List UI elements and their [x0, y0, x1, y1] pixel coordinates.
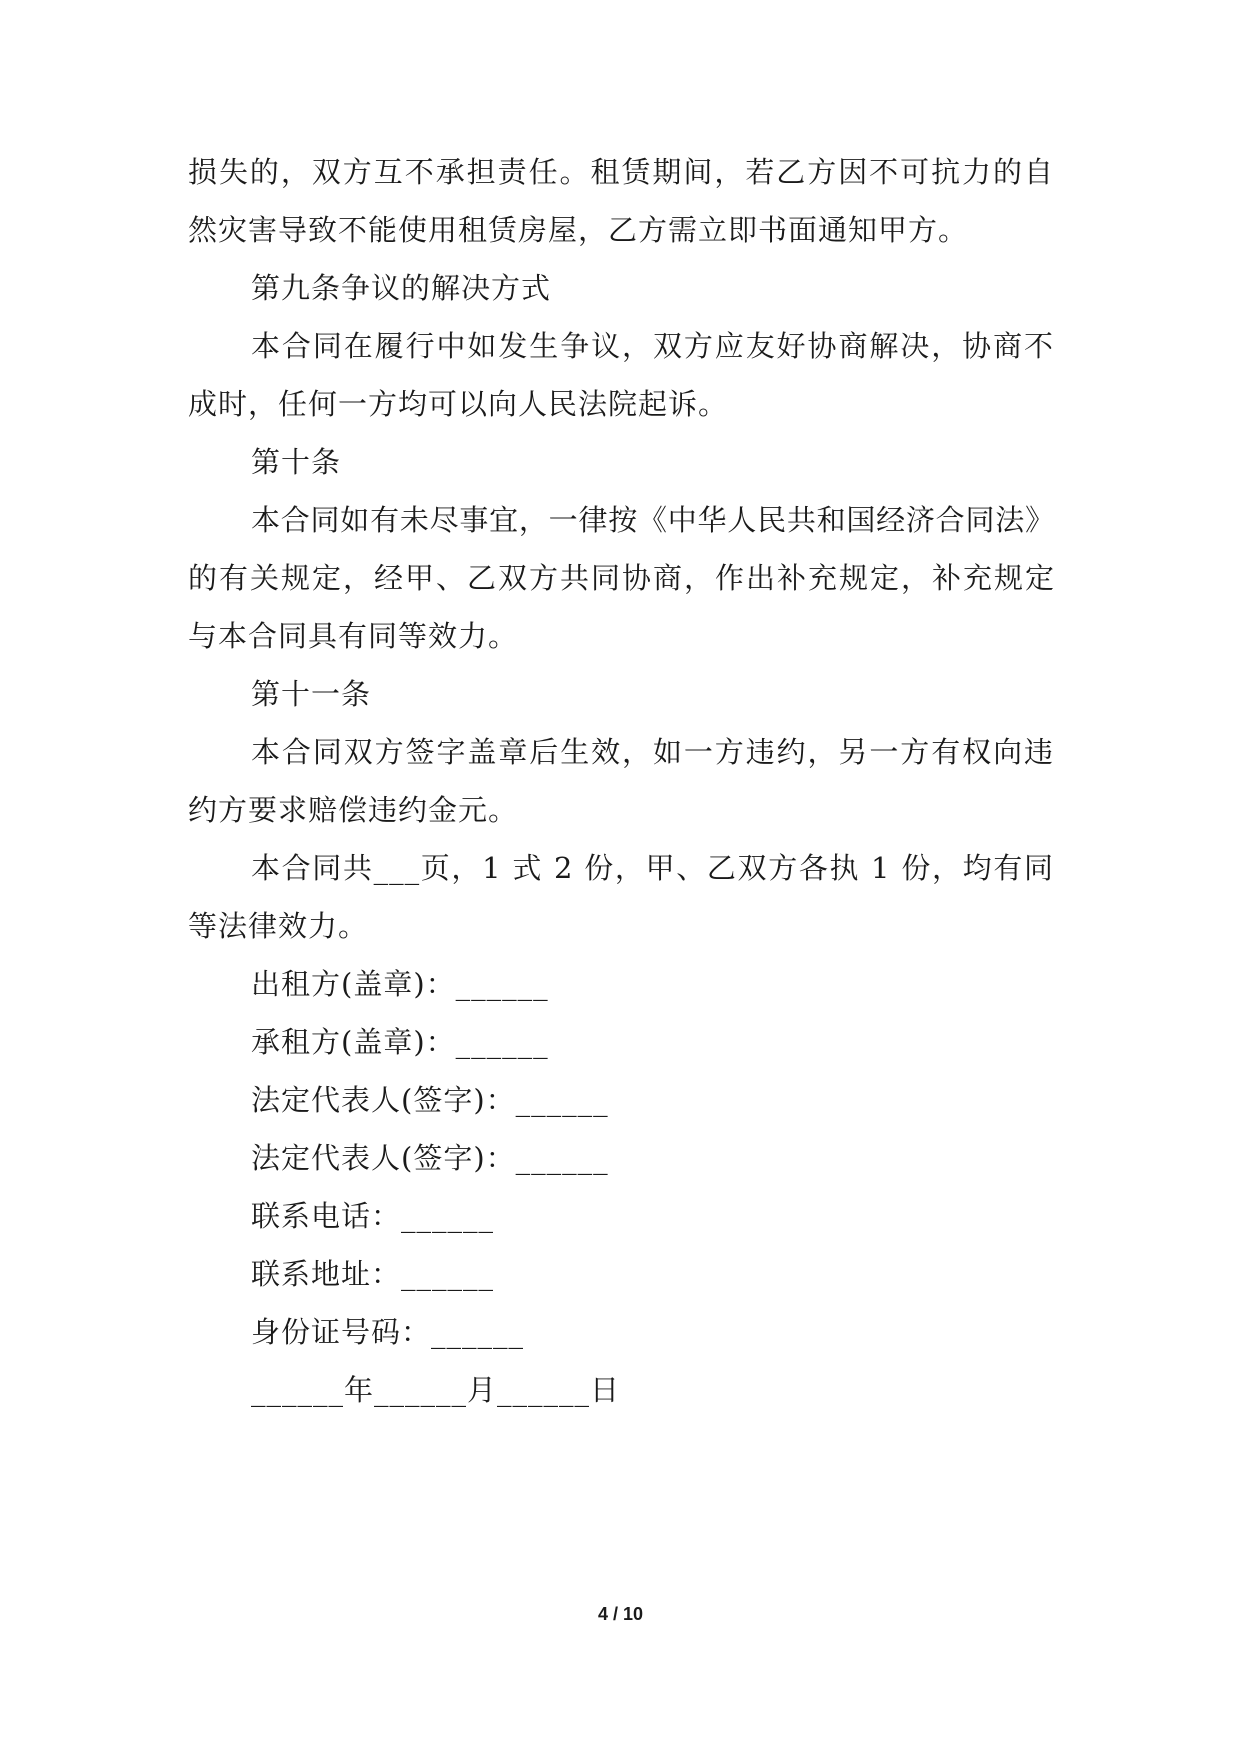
- paragraph-line: 约方要求赔偿违约金元。: [188, 793, 519, 827]
- paragraph-line: 然灾害导致不能使用租赁房屋，乙方需立即书面通知甲方。: [188, 213, 969, 247]
- paragraph-line: 本合同共___页，1 式 2 份，甲、乙双方各执 1 份，均有同: [251, 851, 1054, 885]
- paragraph-line: 本合同如有未尽事宜，一律按《中华人民共和国经济合同法》: [251, 503, 1054, 537]
- id-number-field: 身份证号码：______: [251, 1315, 525, 1349]
- paragraph-line: 损失的，双方互不承担责任。租赁期间，若乙方因不可抗力的自: [188, 155, 1054, 189]
- signature-field-representative-2: 法定代表人(签字)：______: [251, 1141, 609, 1175]
- signature-field-lessee: 承租方(盖章)：______: [251, 1025, 549, 1059]
- article-heading: 第十条: [251, 445, 342, 479]
- paragraph-line: 本合同在履行中如发生争议，双方应友好协商解决，协商不: [251, 329, 1054, 363]
- contact-address-field: 联系地址：______: [251, 1257, 495, 1291]
- contact-phone-field: 联系电话：______: [251, 1199, 495, 1233]
- article-heading: 第十一条: [251, 677, 372, 711]
- article-heading: 第九条争议的解决方式: [251, 271, 552, 305]
- signature-field-lessor: 出租方(盖章)：______: [251, 967, 549, 1001]
- paragraph-line: 的有关规定，经甲、乙双方共同协商，作出补充规定，补充规定: [188, 561, 1054, 595]
- date-field: ______年______月______日: [251, 1373, 621, 1407]
- page-number: 4 / 10: [597, 1604, 644, 1624]
- paragraph-line: 与本合同具有同等效力。: [188, 619, 519, 653]
- paragraph-line: 等法律效力。: [188, 909, 369, 943]
- signature-field-representative-1: 法定代表人(签字)：______: [251, 1083, 609, 1117]
- paragraph-line: 本合同双方签字盖章后生效，如一方违约，另一方有权向违: [251, 735, 1054, 769]
- paragraph-line: 成时，任何一方均可以向人民法院起诉。: [188, 387, 729, 421]
